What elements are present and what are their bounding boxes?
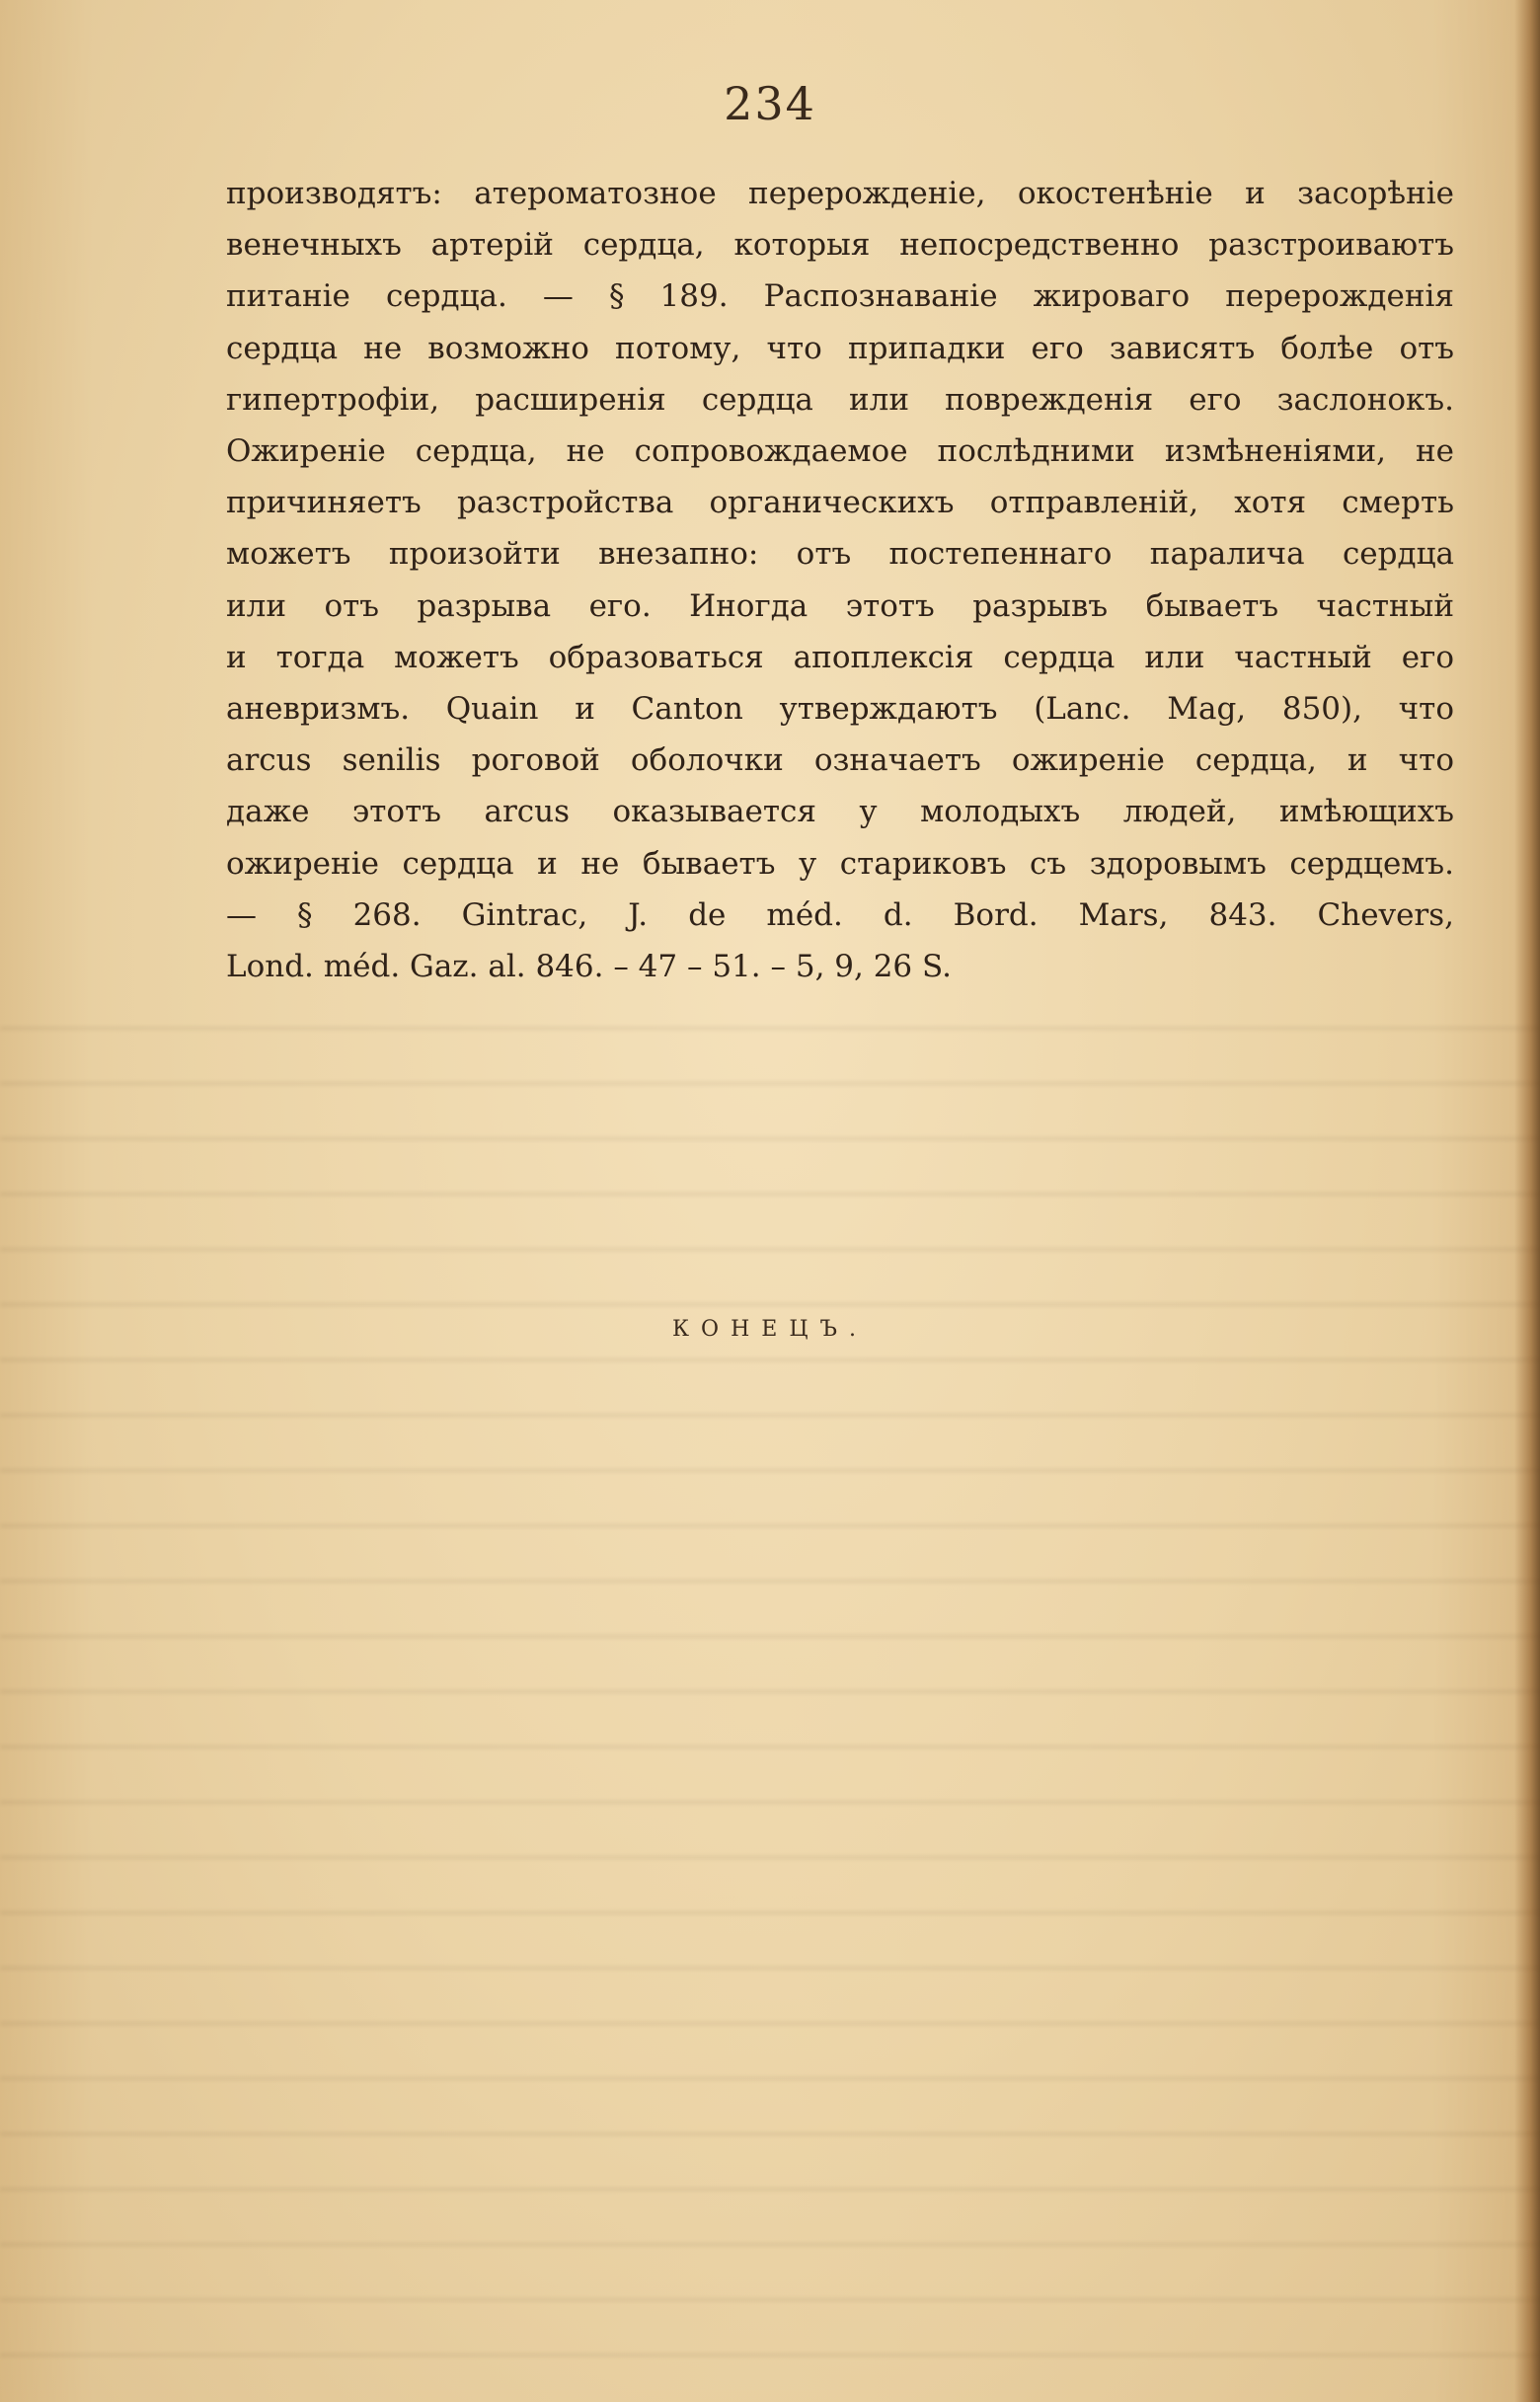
text-line: сердца не возможно потому, что припадки его зависятъ болѣе отъ	[226, 330, 1454, 366]
page-number: 234	[724, 77, 816, 130]
text-line: Lond. méd. Gaz. al. 846. – 47 – 51. – 5, 9, 26 S.	[226, 949, 952, 985]
show-through-texture	[0, 1027, 1540, 2402]
text-line: производятъ: атероматозное перерожденіе, окостенѣніе и засорѣніе	[226, 176, 1454, 211]
text-line: даже этотъ arcus оказывается у молодыхъ людей, имѣющихъ	[226, 794, 1454, 830]
text-line: и тогда можетъ образоваться апоплексія сердца или частный его	[226, 639, 1454, 675]
text-line: венечныхъ артерій сердца, которыя непосредственно разстроиваютъ	[226, 227, 1454, 264]
text-line: питаніе сердца. — § 189. Распознаваніе жироваго перерожденія	[226, 278, 1454, 315]
text-line: гипертрофіи, расширенія сердца или поврежденія его заслонокъ.	[226, 381, 1454, 418]
text-line: или отъ разрыва его. Иногда этотъ разрывъ бываетъ частный	[226, 587, 1454, 624]
body-text	[226, 168, 1454, 992]
text-line: arcus senilis роговой оболочки означаетъ ожиреніе сердца, и что	[226, 742, 1454, 779]
text-line: причиняетъ разстройства органическихъ отправленій, хотя смерть	[226, 485, 1454, 521]
text-line: можетъ произойти внезапно: отъ постепеннаго паралича сердца	[226, 536, 1454, 573]
text-line: ожиреніе сердца и не бываетъ у стариковъ съ здоровымъ сердцемъ.	[226, 845, 1454, 882]
text-line: — § 268. Gintrac, J. de méd. d. Bord. Mars, 843. Chevers,	[226, 896, 1454, 933]
text-line: аневризмъ. Quain и Canton утверждаютъ (Lanc. Mag, 850), что	[226, 691, 1454, 728]
end-mark: КОНЕЦЪ.	[672, 1317, 868, 1342]
text-line: Ожиреніе сердца, не сопровождаемое послѣдними измѣненіями, не	[226, 433, 1454, 470]
page-edge-shadow	[1514, 0, 1540, 2402]
